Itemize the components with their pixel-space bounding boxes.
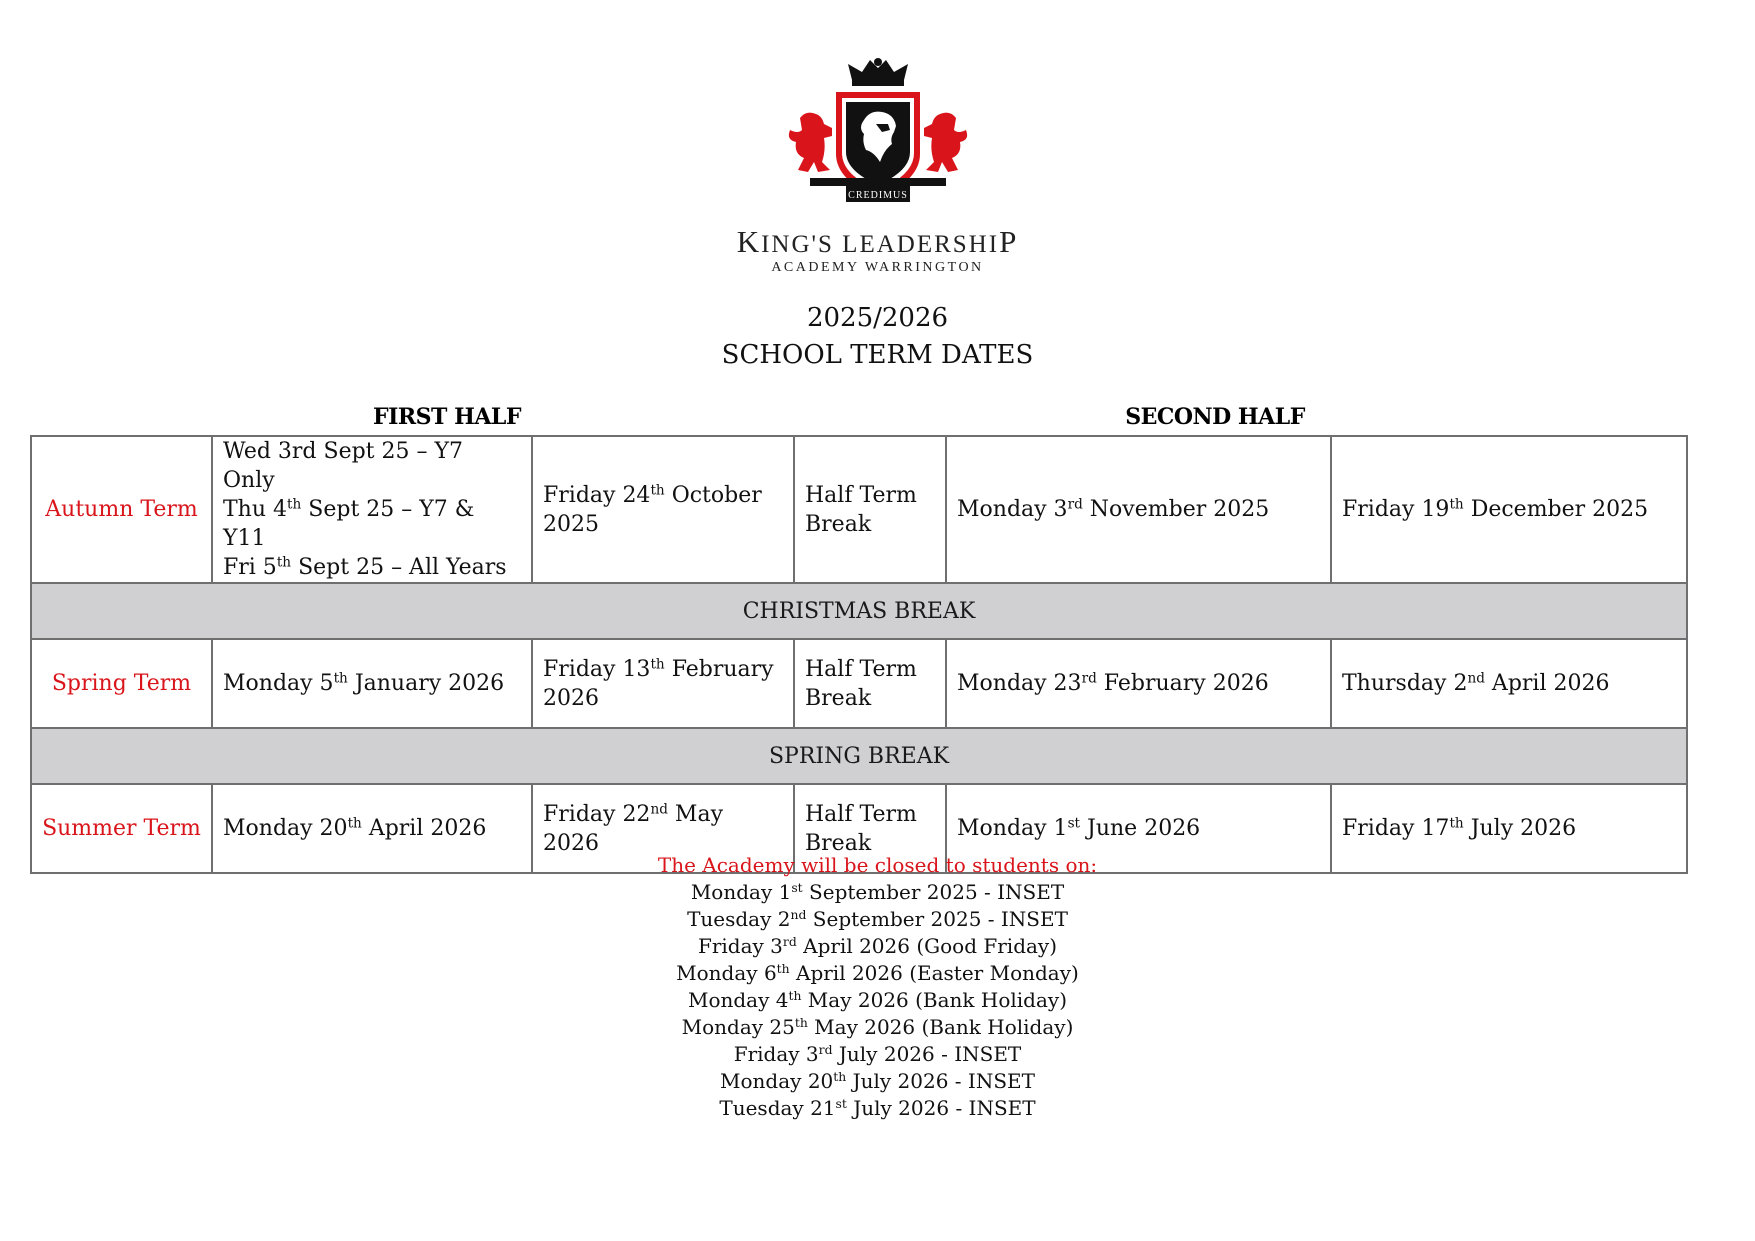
closure-item: Friday 3rd April 2026 (Good Friday)	[697, 934, 1058, 958]
lion-crest-icon	[778, 58, 978, 218]
summer-second-half-end: Friday 17th July 2026	[1331, 784, 1687, 873]
autumn-start-line: Fri 5th Sept 25 – All Years	[223, 554, 507, 580]
page-title: SCHOOL TERM DATES	[721, 340, 1034, 370]
term-name-autumn: Autumn Term	[31, 436, 212, 583]
autumn-start-line: Wed 3rd Sept 25 – Y7 Only	[223, 439, 464, 493]
closure-dates	[0, 852, 1755, 1122]
school-name	[0, 224, 1755, 259]
school-name-final: P	[999, 224, 1019, 259]
autumn-first-half-end: Friday 24th October 2025	[532, 436, 794, 583]
summer-first-half-end: Friday 22nd May 2026	[532, 784, 794, 873]
school-subtitle: ACADEMY WARRINGTON	[771, 260, 984, 275]
spring-second-half-end: Thursday 2nd April 2026	[1331, 639, 1687, 728]
term-dates-table	[30, 435, 1688, 874]
closure-item: Tuesday 2nd September 2025 - INSET	[687, 907, 1068, 931]
second-half-heading: SECOND HALF	[1125, 404, 1305, 430]
closure-heading: The Academy will be closed to students on:	[657, 853, 1098, 877]
first-half-heading: FIRST HALF	[372, 404, 522, 430]
school-logo	[0, 58, 1755, 276]
spring-first-half-end: Friday 13th February 2026	[532, 639, 794, 728]
autumn-second-half-start: Monday 3rd November 2025	[946, 436, 1331, 583]
summer-first-half-start: Monday 20th April 2026	[212, 784, 532, 873]
school-name-body: ING'S LEADERSHI	[761, 231, 1000, 258]
table-row-spring	[31, 639, 1687, 728]
autumn-half-term: Half Term Break	[794, 436, 946, 583]
term-name-spring: Spring Term	[31, 639, 212, 728]
document-title	[0, 300, 1755, 374]
spring-half-term: Half Term Break	[794, 639, 946, 728]
spring-second-half-start: Monday 23rd February 2026	[946, 639, 1331, 728]
academic-year: 2025/2026	[806, 303, 949, 333]
table-row-christmas-break	[31, 583, 1687, 639]
spring-break-label: SPRING BREAK	[31, 728, 1687, 784]
autumn-first-half-start	[212, 436, 532, 583]
closure-item: Monday 20th July 2026 - INSET	[720, 1069, 1035, 1093]
spring-first-half-start: Monday 5th January 2026	[212, 639, 532, 728]
school-name-initial: K	[736, 224, 762, 259]
table-row-autumn	[31, 436, 1687, 583]
closure-item: Monday 1st September 2025 - INSET	[690, 880, 1065, 904]
christmas-break-label: CHRISTMAS BREAK	[31, 583, 1687, 639]
table-row-spring-break	[31, 728, 1687, 784]
logo-motto: CREDIMUS	[847, 190, 908, 201]
closure-item: Monday 6th April 2026 (Easter Monday)	[676, 961, 1079, 985]
autumn-start-line: Thu 4th Sept 25 – Y7 & Y11	[223, 496, 475, 551]
term-name-summer: Summer Term	[31, 784, 212, 873]
closure-item: Friday 3rd July 2026 - INSET	[733, 1042, 1022, 1066]
autumn-second-half-end: Friday 19th December 2025	[1331, 436, 1687, 583]
summer-second-half-start: Monday 1st June 2026	[946, 784, 1331, 873]
closure-item: Tuesday 21st July 2026 - INSET	[719, 1096, 1036, 1120]
closure-item: Monday 4th May 2026 (Bank Holiday)	[687, 988, 1068, 1012]
closure-item: Monday 25th May 2026 (Bank Holiday)	[681, 1015, 1074, 1039]
summer-half-term: Half Term Break	[794, 784, 946, 873]
